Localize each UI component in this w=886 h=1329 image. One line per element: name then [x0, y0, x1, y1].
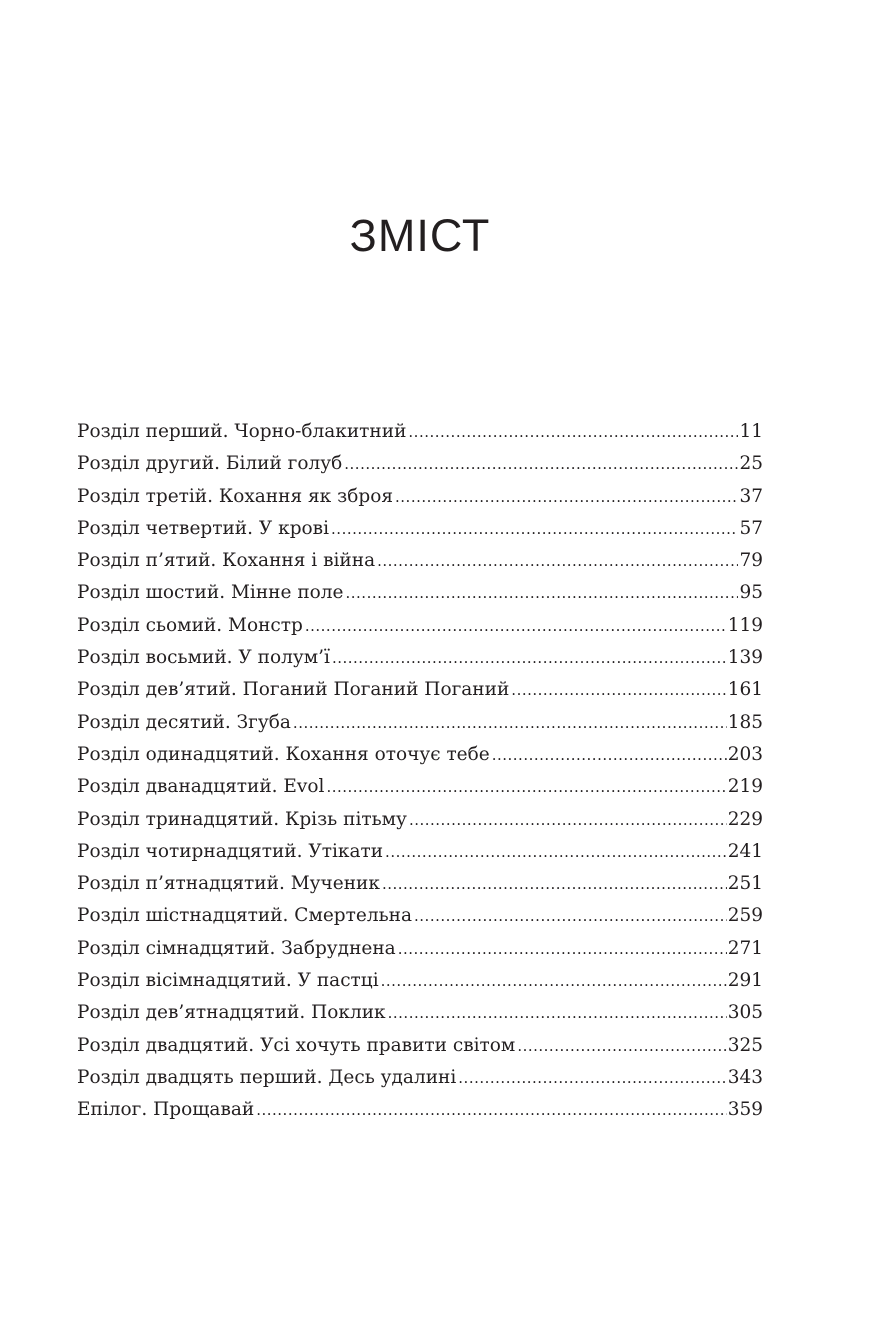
toc-entry-page-number: 271: [727, 937, 763, 959]
toc-entry: [77, 707, 763, 739]
toc-entry: [77, 545, 763, 577]
dot-leader: [331, 513, 738, 545]
dot-leader: [377, 545, 738, 577]
toc-entry-page-number: 79: [739, 550, 763, 572]
toc-entry-title: Розділ п’ятий. Кохання і війна: [77, 550, 376, 572]
toc-entry-title: Розділ десятий. Згуба: [77, 711, 291, 733]
toc-entry-title: Розділ дев’ятий. Поганий Поганий Поганий: [77, 679, 510, 701]
dot-leader: [385, 836, 727, 868]
toc-entry: [77, 804, 763, 836]
toc-entry-page-number: 185: [727, 711, 763, 733]
toc-entry-page-number: 359: [727, 1099, 763, 1121]
toc-entry-title: Розділ п’ятнадцятий. Мученик: [77, 873, 380, 895]
toc-entry-page-number: 241: [727, 840, 763, 862]
toc-entry: [77, 1094, 763, 1126]
toc-entry: [77, 610, 763, 642]
dot-leader: [409, 804, 727, 836]
toc-entry: [77, 965, 763, 997]
toc-entry: [77, 448, 763, 480]
toc-entry-title: Розділ вісімнадцятий. У пастці: [77, 970, 379, 992]
toc-entry-title: Розділ другий. Білий голуб: [77, 453, 343, 475]
toc-entry-title: Розділ третій. Кохання як зброя: [77, 485, 394, 507]
toc-entry: [77, 739, 763, 771]
toc-entry: [77, 642, 763, 674]
toc-entry: [77, 513, 763, 545]
toc-entry-title: Розділ шостий. Мінне поле: [77, 582, 344, 604]
toc-entry-title: Розділ перший. Чорно-блакитний: [77, 421, 407, 442]
toc-entry-title: Розділ чотирнадцятий. Утікати: [77, 840, 384, 862]
toc-entry-page-number: 291: [727, 970, 763, 992]
dot-leader: [382, 868, 727, 900]
toc-entry-page-number: 305: [727, 1002, 763, 1024]
toc-entry-title: Розділ сьомий. Монстр: [77, 614, 303, 636]
toc-entry: [77, 674, 763, 706]
toc-entry-page-number: 229: [727, 808, 763, 830]
toc-entry-page-number: 203: [727, 743, 763, 765]
toc-entry-page-number: 161: [727, 679, 763, 701]
toc-entry: [77, 933, 763, 965]
toc-entry: [77, 1062, 763, 1094]
toc-entry-title: Розділ восьмий. У полум’ї: [77, 647, 330, 669]
dot-leader: [408, 416, 738, 448]
toc-entry: [77, 481, 763, 513]
toc-entry: [77, 1030, 763, 1062]
toc-entry-title: Розділ шістнадцятий. Смертельна: [77, 905, 413, 927]
toc-entry-page-number: 139: [727, 647, 763, 669]
toc-entry-title: Розділ тринадцятий. Крізь пітьму: [77, 808, 407, 830]
dot-leader: [326, 771, 726, 803]
toc-entry-title: Розділ двадцятий. Усі хочуть правити світом: [77, 1034, 516, 1056]
dot-leader: [398, 933, 727, 965]
dot-leader: [332, 642, 727, 674]
dot-leader: [305, 610, 727, 642]
toc-entry-page-number: 343: [727, 1066, 763, 1088]
dot-leader: [414, 900, 727, 932]
toc-entry-title: Розділ четвертий. У крові: [77, 517, 330, 539]
dot-leader: [517, 1030, 726, 1062]
table-of-contents: [77, 416, 763, 1127]
toc-entry-title: Розділ одинадцятий. Кохання оточує тебе: [77, 743, 490, 765]
dot-leader: [381, 965, 727, 997]
dot-leader: [492, 739, 727, 771]
dot-leader: [293, 707, 727, 739]
dot-leader: [458, 1062, 726, 1094]
toc-entry-title: Розділ двадцять перший. Десь удалині: [77, 1066, 457, 1088]
dot-leader: [346, 577, 739, 609]
toc-entry-page-number: 119: [727, 614, 763, 636]
toc-entry: [77, 868, 763, 900]
toc-entry-page-number: 259: [727, 905, 763, 927]
toc-entry-title: Розділ дев’ятнадцятий. Поклик: [77, 1002, 386, 1024]
dot-leader: [344, 448, 738, 480]
toc-entry: [77, 416, 763, 448]
dot-leader: [388, 997, 727, 1029]
dot-leader: [395, 481, 738, 513]
toc-entry: [77, 836, 763, 868]
toc-entry: [77, 900, 763, 932]
contents-heading: ЗМІСТ: [349, 210, 491, 261]
toc-entry-page-number: 251: [727, 873, 763, 895]
dot-leader: [256, 1094, 726, 1126]
toc-entry-page-number: 37: [739, 485, 763, 507]
toc-entry: [77, 577, 763, 609]
toc-entry: [77, 771, 763, 803]
toc-entry-title: Розділ сімнадцятий. Забруднена: [77, 937, 396, 959]
toc-entry-page-number: 11: [739, 421, 763, 442]
toc-entry-page-number: 219: [727, 776, 763, 798]
toc-entry-title: Епілог. Прощавай: [77, 1099, 255, 1121]
toc-entry-page-number: 95: [739, 582, 763, 604]
toc-entry-page-number: 57: [739, 517, 763, 539]
dot-leader: [511, 674, 726, 706]
toc-entry-page-number: 325: [727, 1034, 763, 1056]
toc-entry-page-number: 25: [739, 453, 763, 475]
toc-entry-title: Розділ дванадцятий. Evol: [77, 776, 325, 798]
toc-entry: [77, 997, 763, 1029]
